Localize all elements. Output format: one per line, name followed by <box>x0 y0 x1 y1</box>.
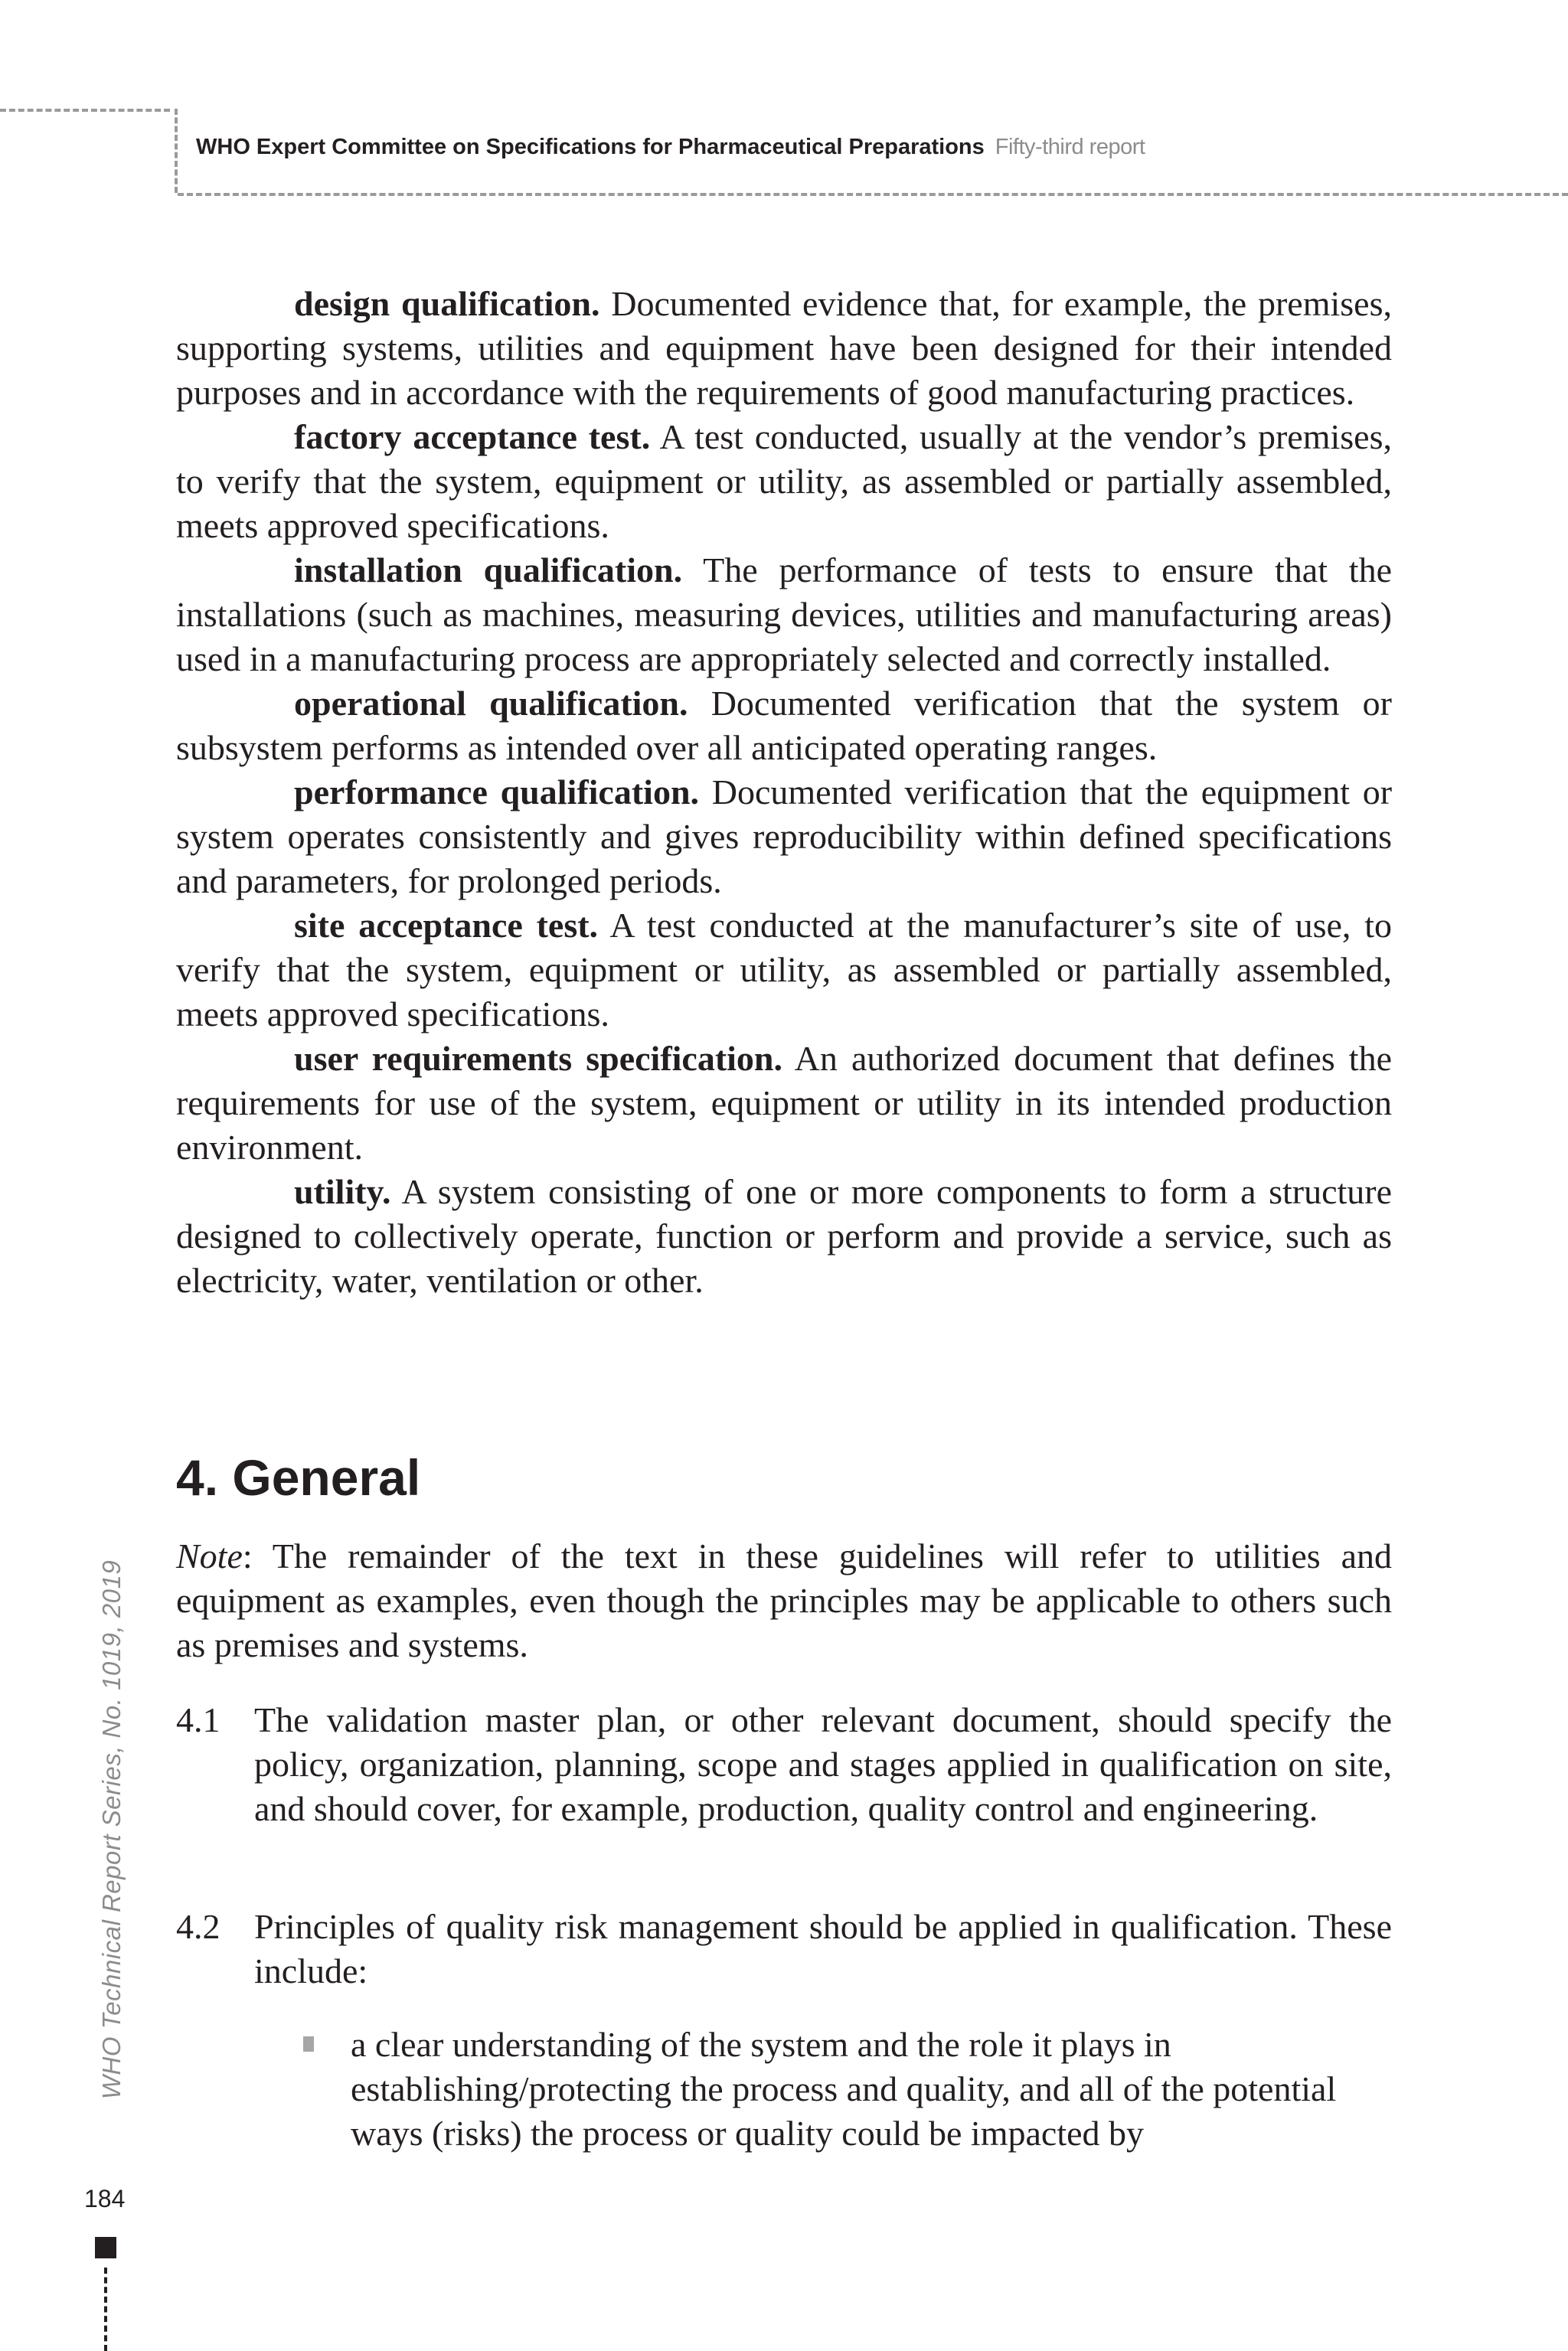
definition-text: A test conducted at the manufacturer’s site of use, to verify that the system, equipment or utility, as assembled or partially assembled, meets approved specifications. <box>176 906 1392 1033</box>
section-heading: 4. General <box>176 1449 421 1506</box>
definition-operational-qualification <box>176 681 1392 770</box>
definition-term: user requirements specification. <box>294 1039 783 1078</box>
definition-text: Documented verification that the system or subsystem performs as intended over all anticipated operating ranges. <box>176 684 1392 767</box>
definition-performance-qualification <box>176 770 1392 903</box>
series-title: WHO Expert Committee on Specifications for Pharmaceutical Preparations <box>196 135 985 159</box>
header-dashed-rule-vertical <box>175 109 178 193</box>
definition-text: A test conducted, usually at the vendor’s premises, to verify that the system, equipment or utility, as assembled or partially assembled, meets approved specifications. <box>176 417 1392 545</box>
definition-installation-qualification <box>176 548 1392 681</box>
page-number: 184 <box>84 2185 126 2212</box>
header-dashed-rule-left <box>0 109 170 112</box>
report-title: Fifty-third report <box>995 135 1145 159</box>
square-bullet-icon <box>303 2036 314 2052</box>
definition-factory-acceptance-test <box>176 415 1392 548</box>
note-text: : The remainder of the text in these guidelines will refer to utilities and equipment as examples, even though the principles may be applicable to others such as premises and systems. <box>176 1536 1392 1664</box>
definition-text: An authorized document that defines the requirements for use of the system, equipment or utility in its intended production environment. <box>176 1039 1392 1167</box>
clause-4-1 <box>176 1698 1392 1831</box>
definition-term: performance qualification. <box>294 772 700 811</box>
side-series-title: WHO Technical Report Series, No. 1019, 2019 <box>97 1559 126 2100</box>
clause-number: 4.1 <box>176 1700 220 1739</box>
definition-term: factory acceptance test. <box>294 417 651 456</box>
running-header <box>196 135 1145 160</box>
definition-user-requirements-specification <box>176 1037 1392 1170</box>
definition-term: operational qualification. <box>294 684 688 723</box>
definition-design-qualification <box>176 282 1392 415</box>
definitions-list <box>176 282 1392 1303</box>
definition-site-acceptance-test <box>176 903 1392 1037</box>
definition-utility <box>176 1170 1392 1303</box>
page-marker-square <box>95 2237 116 2258</box>
definition-term: utility. <box>294 1172 391 1211</box>
definition-term: installation qualification. <box>294 550 683 589</box>
definition-text: A system consisting of one or more components to form a structure designed to collectively operate, function or perform and provide a service, such as electricity, water, ventilation or other. <box>176 1172 1392 1300</box>
definition-term: design qualification. <box>294 284 600 323</box>
note-label: Note <box>176 1536 243 1575</box>
bullet-text: a clear understanding of the system and the role it plays in establishing/protecting the process and quality, and all of the potential ways (risks) the process or quality could be impacted by <box>351 2025 1337 2153</box>
definition-text: The performance of tests to ensure that the installations (such as machines, measuring devices, utilities and manufacturing areas) used in a manufacturing process are appropriately selected and correctly installed. <box>176 550 1393 678</box>
definition-text: Documented verification that the equipment or system operates consistently and gives reproducibility within defined specifications and parameters, for prolonged periods. <box>176 772 1393 900</box>
bullet-item <box>300 2023 1357 2156</box>
definition-term: site acceptance test. <box>294 906 599 945</box>
footer-dashed-rule <box>104 2268 107 2351</box>
definition-text: Documented evidence that, for example, the premises, supporting systems, utilities and equipment have been designed for their intended purposes and in accordance with the requirements of good manufacturing practices. <box>176 284 1392 412</box>
clause-number: 4.2 <box>176 1907 220 1946</box>
clause-text: Principles of quality risk management should be applied in qualification. These include: <box>254 1907 1392 1990</box>
clause-4-2 <box>176 1905 1392 1993</box>
header-dashed-rule-bottom <box>178 193 1568 196</box>
section-note <box>176 1534 1392 1667</box>
clause-text: The validation master plan, or other relevant document, should specify the policy, organization, planning, scope and stages applied in qualification on site, and should cover, for example, production, quality control and engineering. <box>254 1700 1392 1828</box>
